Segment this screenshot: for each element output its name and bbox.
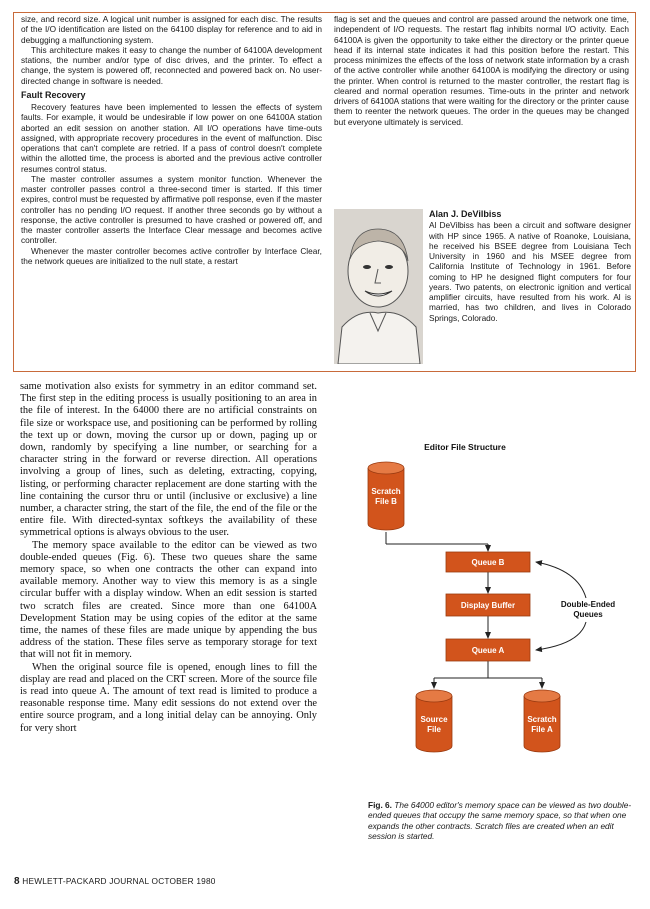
paragraph: The memory space available to the editor can be viewed as two double-ended queues (Fig. 6). These two queues share the same memory space, so when one contracts the other can expand into available memory. Another way to view this memory is as a single circular buffer with a display window. When an edit session is started two scratch files are created. Since more than one 64100A Development Station may be using copies of the editor at the same time, the names of these files are made unique by appending the bus address of the station. These files serve as temporary storage for text that will not fit in memory. [20, 539, 317, 661]
page-number: 8 [14, 876, 20, 887]
scratch-a-line2: File A [531, 725, 553, 734]
journal-name: HEWLETT-PACKARD JOURNAL OCTOBER 1980 [19, 876, 216, 886]
queue-b-label: Queue B [471, 558, 505, 567]
paragraph: Recovery features have been implemented to lessen the effects of system faults. For example, it would be undesirable if low power on one 64100A station aborted an edit session on another station. All I/O operations have time-outs assigned, with appropriate recovery procedures in the event of malfunction. Disc operations that can't complete are retried. If a pass of control doesn't complete within the allotted time, the process is aborted and the previous active controller resumes control status. [21, 102, 322, 174]
scratch-b-line2: File B [375, 497, 397, 506]
paragraph: same motivation also exists for symmetry in an editor command set. The first step in the editing process is usually positioning to an area in the file of interest. In the 64000 there are no artificial constraints on file size or workspace use, and positioning can be performed by rolling the text up or down, moving the cursor up or down, paging up or down, randomly by specifying a line number, or searching for a character string in the forward or reverse direction. All operations involving a group of lines, such as deleting, extracting, copying, listing, or performing character replacement are done starting with the line containing the cursor thru or until (inclusive or exclusive) a line number, a character string, the start of the file, the end of the file or the entire file. With directed-syntax softkeys the availability of these symmetrical options is always obvious to the user. [20, 381, 317, 539]
figure-number: Fig. 6. [368, 800, 392, 810]
paragraph: When the original source file is opened, enough lines to fill the display are read and placed on the CRT screen. More of the source file is read into queue A. The amount of text read is limited to produce a reasonable response time. Many edit sessions do not extend over the entire source program, and a long initial delay can be annoying. Only for very short [20, 661, 317, 734]
display-buffer-label: Display Buffer [460, 601, 516, 610]
display-buffer-box [446, 594, 530, 616]
paragraph: Whenever the master controller becomes active controller by Interface Clear, the network queues are initialized to the null state, a restart [21, 245, 322, 266]
editor-file-structure-diagram [330, 436, 640, 796]
queue-a-label: Queue A [471, 646, 505, 655]
paragraph: size, and record size. A logical unit number is assigned for each disc. The results of the I/O identification are listed on the 64100 display for reference and to aid in debugging a malfunctioning system. [21, 14, 322, 45]
deq-line2: Queues [573, 610, 603, 619]
source-line2: File [427, 725, 441, 734]
page-footer [14, 876, 216, 887]
diagram-title: Editor File Structure [424, 442, 506, 452]
source-file-cylinder [416, 690, 452, 752]
sidebar-left-column [21, 14, 322, 266]
scratch-a-line1: Scratch [527, 715, 557, 724]
portrait-image [334, 209, 423, 364]
double-ended-queues-annotation [536, 562, 615, 650]
sidebar-right-column [334, 14, 629, 127]
scratch-file-a-cylinder [524, 690, 560, 752]
author-name: Alan J. DeVilbiss [429, 209, 502, 219]
queue-b-box [446, 552, 530, 572]
caption-text: The 64000 editor's memory space can be viewed as two double-ended queues that occupy the same memory space, so that when one expands the other contracts. Scratch files are created when an edit session is started. [368, 800, 632, 842]
queue-a-box [446, 639, 530, 661]
deq-line1: Double-Ended [560, 600, 616, 609]
main-body-column [20, 381, 317, 735]
author-bio-text: Al DeVilbiss has been a circuit and software designer with HP since 1965. A native of Roanoke, Louisiana, he received his BSEE degree from Louisiana Tech University in 1960 and his MSEE degree from California Institute of Technology in 1961. Before coming to HP he designed flight computers for four years. Two patents, on electronic ignition and vertical amplifier circuits, have resulted from his work. Al is married, has two children, and lives in Colorado Springs, Colorado. [429, 220, 631, 323]
author-bio [429, 209, 631, 323]
paragraph: This architecture makes it easy to change the number of 64100A development stations, the number and/or type of disc drives, and the printer. To effect a change, the system is powered off, reconnected and powered back on. No user-directed change in software is needed. [21, 44, 322, 86]
figure-caption [368, 800, 634, 842]
source-line1: Source [420, 715, 448, 724]
scratch-file-b-cylinder [368, 462, 404, 530]
figure-6 [330, 436, 640, 796]
paragraph: The master controller assumes a system monitor function. Whenever the master controller passes control a three-second timer is started. If this timer expires, control must be requested by affirmative poll response, even if the master controller has no pending I/O request. If another three seconds go by without a response, the active controller is presumed to have crashed or powered off, and the master controller asserts the Interface Clear message and becomes active controller. [21, 173, 322, 246]
scratch-b-line1: Scratch [371, 487, 401, 496]
paragraph: flag is set and the queues and control are passed around the network one time, independent of I/O requests. The restart flag inhibits normal I/O activity. Each 64100A is given the opportunity to take either the directory or the printer queue head if its internal state indicates it had this position before the restart. This process minimizes the effects of the loss of network state information by a crash of the active controller while another 64100A is modifying the directory or using the printer. When control is returned to the master controller, the restart flag is cleared and normal operation resumes. Time-outs in the printer and network drivers of 64100A stations that were waiting for the directory or the printer cause them to reenter the network queues. The order in the queues may be changed but everyone ultimately is serviced. [334, 14, 629, 127]
section-heading: Fault Recovery [21, 89, 86, 100]
author-photo [334, 209, 423, 364]
